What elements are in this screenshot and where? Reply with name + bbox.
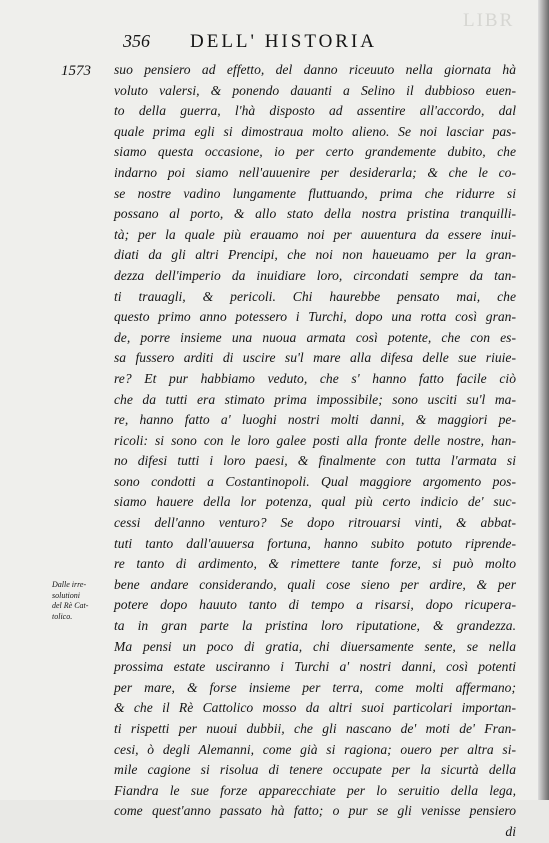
text-line: ta in gran parte la pristina loro riputatione, & grandezza. — [114, 618, 516, 634]
page-number: 356 — [123, 31, 150, 51]
margin-note-line: solutioni — [52, 590, 81, 600]
text-line: siamo hauere della lor potenza, qual più certo indicio de' suc- — [114, 494, 516, 510]
text-line: Ma pensi un poco di gratia, chi diuersamente sente, se nella — [114, 638, 516, 654]
running-head: DELL' HISTORIA — [190, 31, 378, 52]
text-line: cesi, ò degli Alemanni, come già si ragiona; ouero per altra si- — [114, 741, 516, 757]
text-line: de, porre insieme una nuoua armata così potente, che con es- — [114, 329, 516, 345]
text-line: che da tutti era stimato prima impossibile; sono usciti su'l ma- — [114, 391, 516, 407]
text-line: suo pensiero ad effetto, del danno riceuuto nella giornata hà — [114, 62, 516, 77]
text-line: & che il Rè Cattolico mosso da altri suoi particolari importan- — [114, 700, 516, 716]
margin-note-line: Dalle irre- — [52, 580, 87, 589]
text-line: ti rispetti per nuoui dubbii, che gli nascano de' moti de' Fran- — [114, 721, 516, 736]
bleed-through-text: LIBR — [463, 10, 515, 31]
text-line: no difesi tutti i loro paesi, & finalmente con tutta l'armata si — [114, 453, 516, 469]
margin-note-line: tolico. — [52, 611, 73, 621]
text-line: indarno poi siamo nell'auuenire per desiderarla; & che le co- — [114, 164, 516, 180]
margin-note — [52, 580, 112, 622]
text-line: per mare, & forse insieme per terra, come molti affermano; — [114, 679, 516, 695]
text-line: quale prima egli si dimostraua molto alieno. Se noi lasciar pas- — [114, 123, 516, 139]
text-line: mile cagione si risolua di tenere occupate per la sicurtà della — [114, 762, 516, 778]
text-line: bene andare considerando, quali cose sieno per ardire, & per — [114, 576, 516, 592]
text-line: tà; per la quale più erauamo noi per auuentura da essere inui- — [114, 226, 516, 242]
text-line: to della guerra, l'hà disposto ad assentire all'accordo, dal — [114, 103, 516, 119]
text-line: potere dopo hauuto tanto di tempo a risarsi, dopo ricupera- — [114, 597, 516, 613]
text-line: di — [505, 823, 516, 839]
text-line: sono condotti a Costantinopoli. Qual maggiore argomento pos- — [114, 473, 516, 489]
text-line: re tanto di ardimento, & rimettere tante forze, si può molto — [114, 556, 516, 572]
text-line: prossima estate usciranno i Turchi a' nostri danni, così potenti — [114, 659, 516, 675]
page-header — [0, 31, 549, 57]
text-line: Fiandra le sue forze apparecchiate per lo seruitio della lega, — [114, 782, 516, 798]
text-line: siamo questa occasione, io per certo grandemente dubito, che — [114, 144, 516, 160]
text-line: tuti tanto dall'auuersa fortuna, hanno subito potuto riprende- — [114, 535, 516, 551]
text-line: re, hanno fatto a' luoghi nostri molti danni, & maggiori pe- — [114, 412, 516, 428]
text-line: possano al porto, & allo stato della nostra pristina tranquilli- — [114, 206, 516, 222]
text-line: diati da gli altri Prencipi, che noi non haueuamo per la gran- — [114, 247, 516, 263]
text-line: sa fussero arditi di uscire su'l mare alla difesa delle sue riuie- — [114, 350, 516, 366]
text-line: re? Et pur habbiamo veduto, che s' hanno fatto facile ciò — [114, 370, 516, 386]
text-line: ti trauagli, & pericoli. Chi haurebbe pensato mai, che — [114, 288, 516, 304]
page-edge-shadow — [538, 0, 549, 800]
text-line: voluto valersi, & ponendo dauanti a Selino il dubbioso euen- — [114, 82, 516, 98]
margin-year: 1573 — [61, 63, 91, 79]
text-line: dezza dell'imperio da inuidiare loro, circondati sempre da tan- — [114, 267, 516, 283]
text-line: se nostre vadino lungamente fluttuando, prima che ridurre si — [114, 185, 516, 201]
text-line: questo primo anno potessero i Turchi, dopo una rotta così gran- — [114, 309, 516, 325]
text-line: ricoli: si sono con le loro galee posti alla fronte delle nostre, han- — [114, 432, 516, 448]
text-line: cessi dell'anno venturo? Se dopo ritrouarsi vinti, & abbat- — [114, 515, 516, 531]
body-text — [114, 60, 516, 843]
margin-note-line: del Rè Cat- — [52, 601, 89, 610]
text-line: come quest'anno passato hà fatto; o pur se gli venisse pensiero — [114, 803, 516, 819]
